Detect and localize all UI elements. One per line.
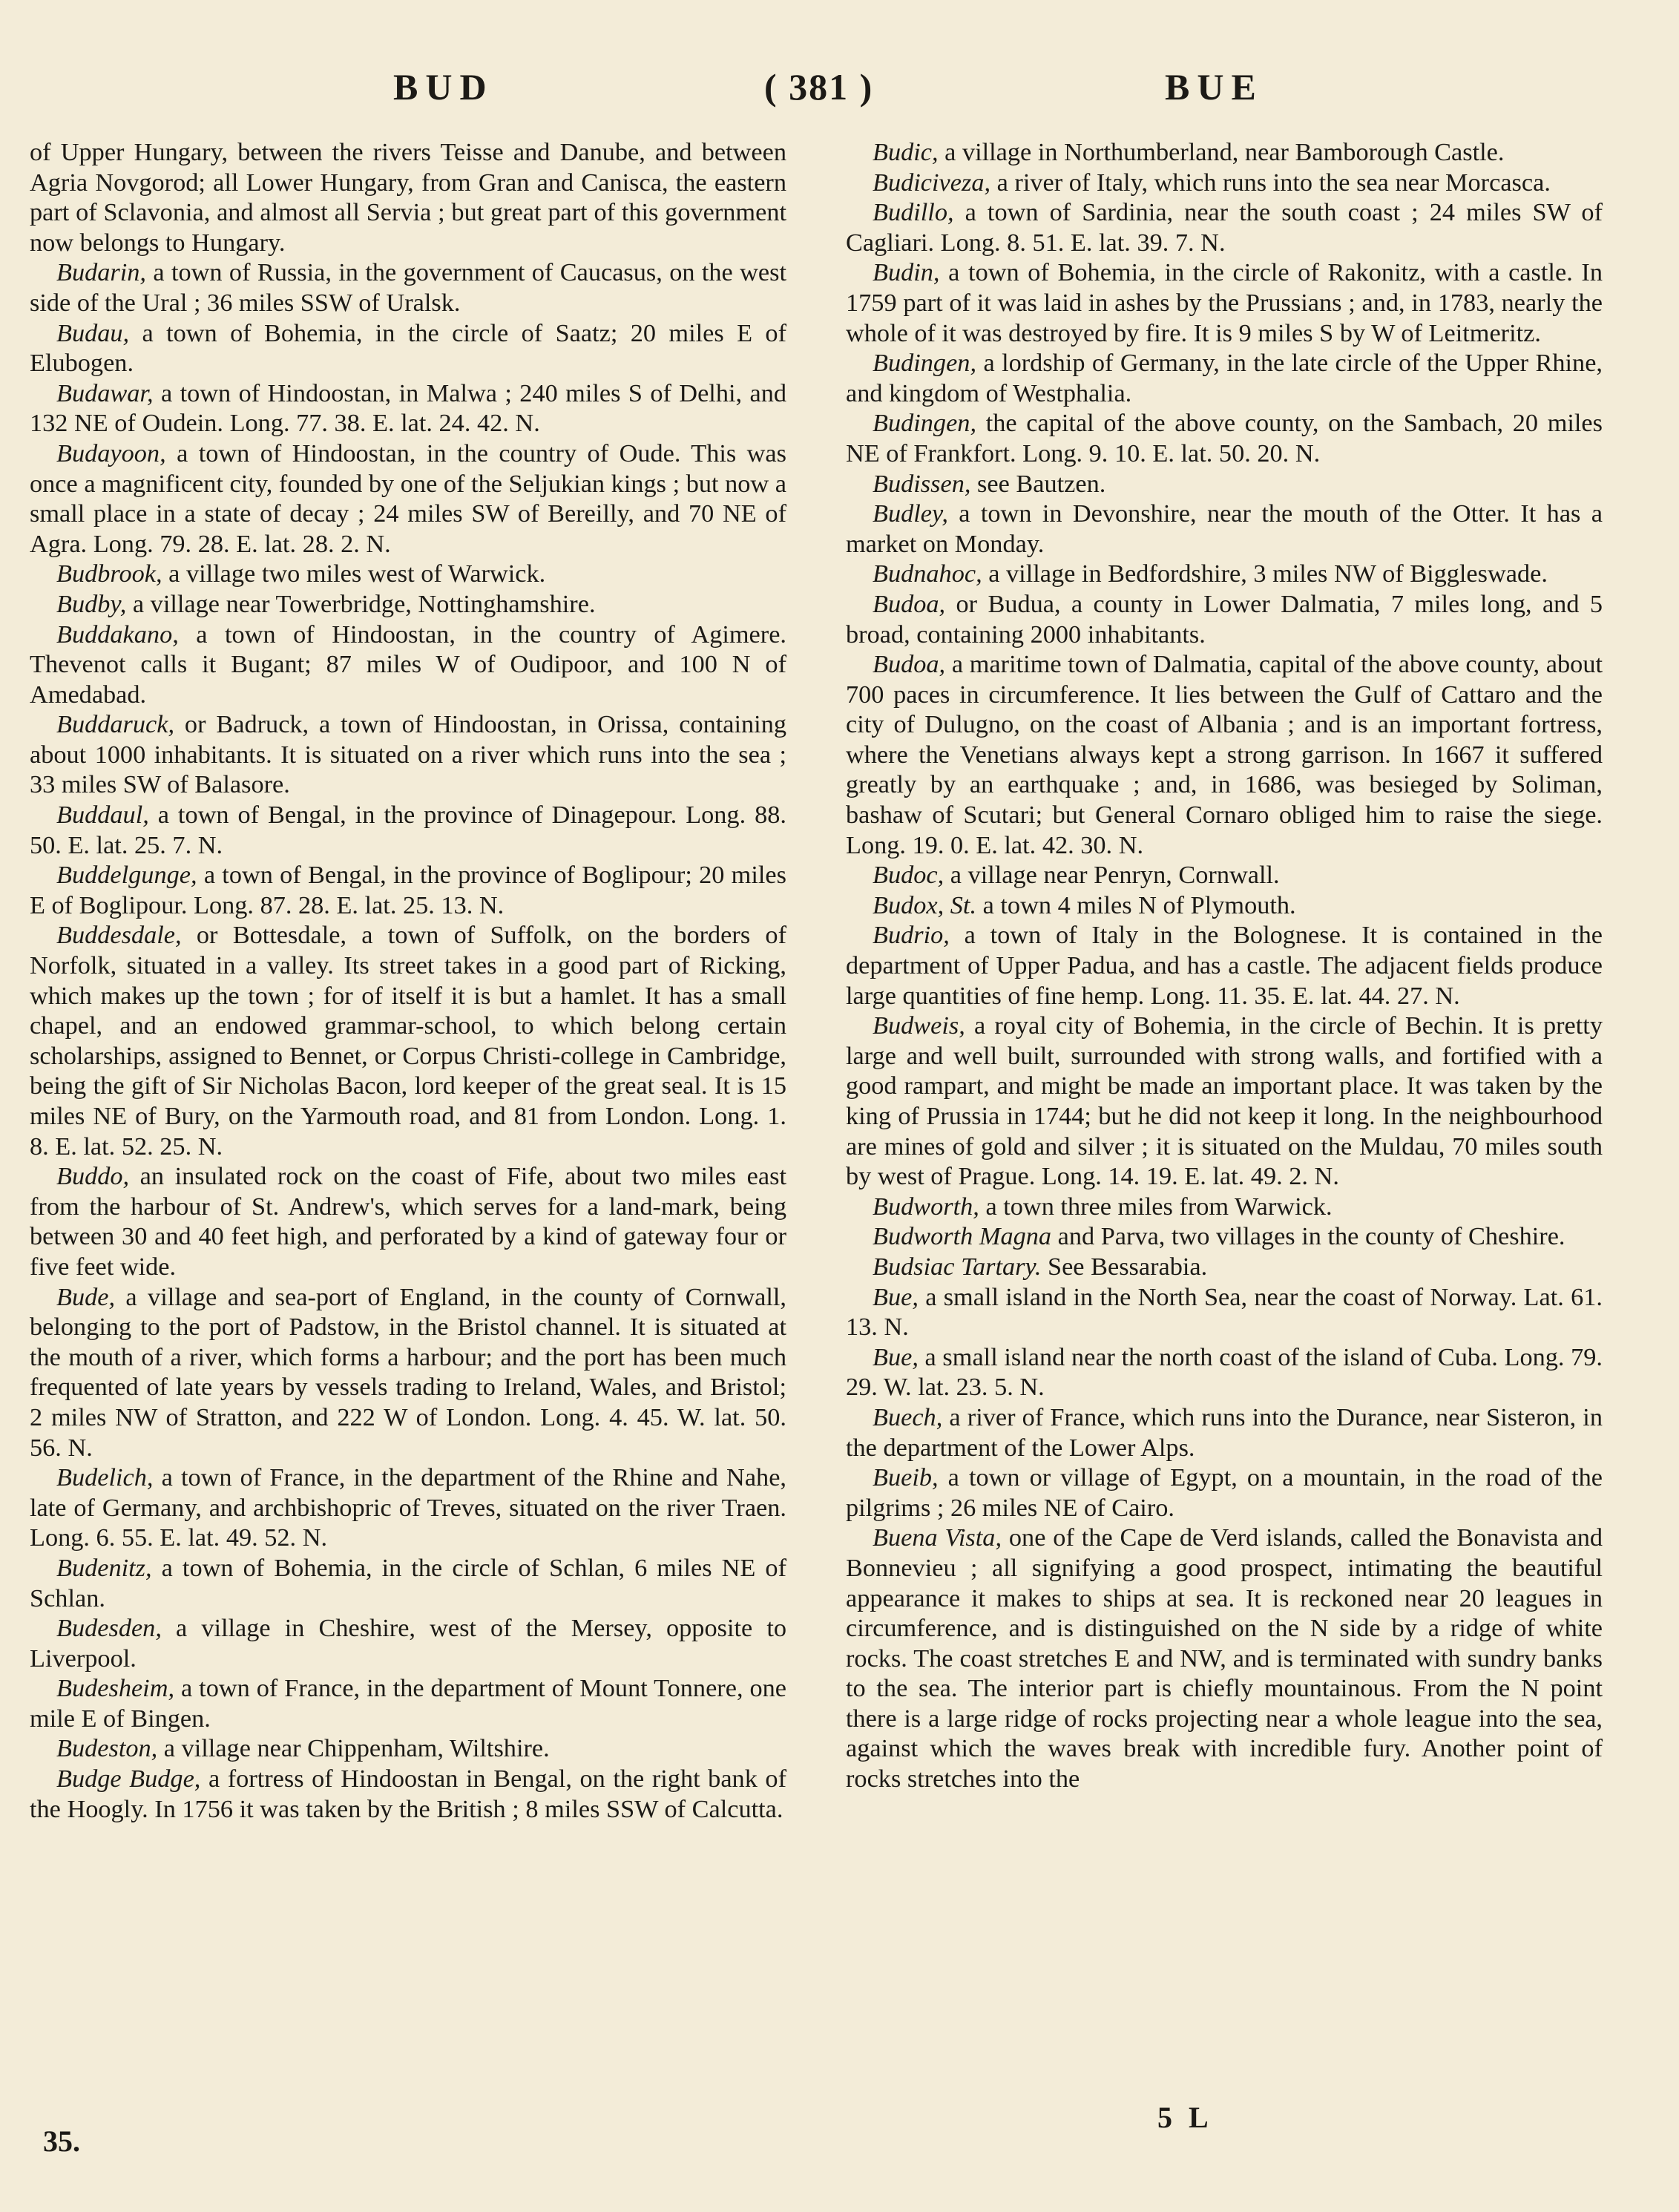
entry-headword: Budeston, bbox=[56, 1734, 158, 1763]
entry-headword: Budnahoc, bbox=[873, 559, 982, 588]
dictionary-entry bbox=[846, 860, 1603, 890]
dictionary-entry bbox=[846, 890, 1603, 921]
entry-body: a town of Bengal, in the province of Dinagepour. Long. 88. 50. E. lat. 25. 7. N. bbox=[30, 801, 786, 859]
entry-body: of Upper Hungary, between the rivers Teisse and Danube, and between Agria Novgorod; all Lower Hungary, from Gran and Canisca, the eastern part of Sclavonia, and almost all Servia ; but great part of this government now belongs to Hungary. bbox=[30, 138, 786, 257]
entry-headword: Buena Vista, bbox=[873, 1523, 1002, 1552]
entry-headword: Budley, bbox=[873, 499, 948, 528]
dictionary-entry bbox=[846, 257, 1603, 348]
entry-headword: Budin, bbox=[873, 258, 940, 287]
entry-body: a town of Bohemia, in the circle of Rakonitz, with a castle. In 1759 part of it was laid in ashes by the Prussians ; and, in 1783, nearly the whole of it was destroyed by fire. It is 9 miles S by W of Leitmeritz. bbox=[846, 258, 1603, 347]
dictionary-entry bbox=[30, 318, 786, 378]
dictionary-entry bbox=[30, 800, 786, 860]
dictionary-entry bbox=[846, 589, 1603, 649]
entry-headword: Budoa, bbox=[873, 589, 946, 618]
entry-body: a town of Hindoostan, in the country of Agimere. Thevenot calls it Bugant; 87 miles W of Oudipoor, and 100 N of Amedabad. bbox=[30, 620, 786, 709]
dictionary-entry bbox=[30, 1463, 786, 1553]
entry-headword: Budayoon, bbox=[56, 439, 166, 467]
entry-headword: Buddo, bbox=[56, 1162, 130, 1191]
entry-headword: Budsiac Tartary. bbox=[873, 1252, 1042, 1281]
dictionary-entry bbox=[30, 920, 786, 1161]
entry-body: see Bautzen. bbox=[970, 469, 1106, 498]
dictionary-entry bbox=[30, 257, 786, 318]
entry-headword: Bue, bbox=[873, 1342, 919, 1371]
dictionary-entry bbox=[30, 1161, 786, 1281]
entry-body: or Bottesdale, a town of Suffolk, on the borders of Norfolk, situated in a valley. Its street takes in a good part of Ricking, which makes up the town ; for of itself it is but a hamlet. It has a small chapel, and an endowed grammar-school, to which belong certain scholarships, assigned to Bennet, or Corpus Christi-college in Cambridge, being the gift of Sir Nicholas Bacon, lord keeper of the great seal. It is 15 miles NE of Bury, on the Yarmouth road, and 81 from London. Long. 1. 8. E. lat. 52. 25. N. bbox=[30, 921, 786, 1161]
dictionary-entry bbox=[30, 1553, 786, 1613]
dictionary-entry bbox=[846, 1342, 1603, 1402]
entry-headword: Budge Budge, bbox=[56, 1765, 201, 1793]
entry-body: a small island in the North Sea, near the coast of Norway. Lat. 61. 13. N. bbox=[846, 1282, 1603, 1342]
dictionary-entry bbox=[846, 168, 1603, 198]
dictionary-entry bbox=[30, 709, 786, 800]
entry-body: an insulated rock on the coast of Fife, about two miles east from the harbour of St. Andrew's, which serves for a land-mark, being between 30 and 40 feet high, and perforated by a kind of gateway four or five feet wide. bbox=[30, 1162, 786, 1281]
entry-body: a town of France, in the department of Mount Tonnere, one mile E of Bingen. bbox=[30, 1674, 786, 1733]
entry-headword: Budau, bbox=[56, 318, 130, 347]
dictionary-entry bbox=[30, 1733, 786, 1764]
dictionary-entry bbox=[846, 348, 1603, 408]
running-head-right: BUE bbox=[1165, 66, 1264, 108]
entry-body: a royal city of Bohemia, in the circle of Bechin. It is pretty large and well built, surrounded with strong walls, and fortified with a good rampart, and might be made an important place. It was taken by the king of Prussia in 1744; but he did not keep it long. In the neighbourhood are mines of gold and silver ; it is situated on the Muldau, 70 miles south by west of Prague. Long. 14. 19. E. lat. 49. 2. N. bbox=[846, 1011, 1603, 1191]
entry-headword: Budiciveza, bbox=[873, 168, 991, 197]
dictionary-entry bbox=[846, 469, 1603, 499]
entry-headword: Budoa, bbox=[873, 650, 946, 679]
dictionary-entry bbox=[846, 137, 1603, 168]
entry-headword: Budenitz, bbox=[56, 1553, 152, 1582]
dictionary-entry bbox=[30, 1673, 786, 1733]
dictionary-entry bbox=[30, 378, 786, 439]
entry-headword: Budbrook, bbox=[56, 559, 162, 588]
dictionary-entry bbox=[846, 920, 1603, 1011]
entry-body: a village two miles west of Warwick. bbox=[162, 559, 546, 588]
right-column bbox=[846, 137, 1603, 1794]
entry-body: a town in Devonshire, near the mouth of the Otter. It has a market on Monday. bbox=[846, 499, 1603, 558]
entry-headword: Budesheim, bbox=[56, 1674, 175, 1703]
entry-body: a town of Bengal, in the province of Boglipour; 20 miles E of Boglipour. Long. 87. 28. E. lat. 25. 13. N. bbox=[30, 861, 786, 919]
entry-headword: Buddakano, bbox=[56, 620, 179, 649]
signature-mark-left: 35. bbox=[43, 2124, 80, 2158]
entry-body: a village and sea-port of England, in the county of Cornwall, belonging to the port of Padstow, in the Bristol channel. It is situated at the mouth of a river, which forms a harbour; and the port has been much frequented of late years by vessels trading to Ireland, Wales, and Bristol; 2 miles NW of Stratton, and 222 W of London. Long. 4. 45. W. lat. 50. 56. N. bbox=[30, 1282, 786, 1462]
entry-headword: Budox, St. bbox=[873, 890, 977, 919]
entry-body: a town or village of Egypt, on a mountain, in the road of the pilgrims ; 26 miles NE of Cairo. bbox=[846, 1463, 1603, 1522]
entry-headword: Buddesdale, bbox=[56, 921, 182, 950]
entry-body: a town three miles from Warwick. bbox=[979, 1192, 1333, 1221]
entry-body: a fortress of Hindoostan in Bengal, on the right bank of the Hoogly. In 1756 it was taken by the British ; 8 miles SSW of Calcutta. bbox=[30, 1765, 786, 1823]
running-head-left: BUD bbox=[393, 66, 494, 108]
entry-body: a river of Italy, which runs into the sea near Morcasca. bbox=[990, 168, 1551, 197]
entry-headword: Budweis, bbox=[873, 1011, 965, 1040]
entry-body: a town of Russia, in the government of Caucasus, on the west side of the Ural ; 36 miles SSW of Uralsk. bbox=[30, 258, 786, 317]
entry-body: or Budua, a county in Lower Dalmatia, 7 miles long, and 5 broad, containing 2000 inhabitants. bbox=[846, 589, 1603, 649]
dictionary-entry bbox=[30, 559, 786, 589]
entry-headword: Budby, bbox=[56, 589, 127, 618]
entry-headword: Budingen, bbox=[873, 409, 977, 438]
dictionary-entry bbox=[846, 1011, 1603, 1192]
entry-headword: Bueib, bbox=[873, 1463, 939, 1492]
entry-headword: Budworth Magna bbox=[873, 1222, 1052, 1251]
entry-headword: Bue, bbox=[873, 1282, 919, 1311]
dictionary-entry bbox=[846, 1252, 1603, 1282]
entry-headword: Buech, bbox=[873, 1402, 943, 1431]
entry-headword: Budic, bbox=[873, 138, 939, 166]
entry-body: a lordship of Germany, in the late circle of the Upper Rhine, and kingdom of Westphalia. bbox=[846, 349, 1603, 407]
entry-body: a town of Hindoostan, in the country of Oude. This was once a magnificent city, founded by one of the Seljukian kings ; but now a small place in a state of decay ; 24 miles SW of Bereilly, and 70 NE of Agra. Long. 79. 28. E. lat. 28. 2. N. bbox=[30, 439, 786, 558]
entry-headword: Budawar, bbox=[56, 378, 154, 407]
entry-body: or Badruck, a town of Hindoostan, in Orissa, containing about 1000 inhabitants. It is situated on a river which runs into the sea ; 33 miles SW of Balasore. bbox=[30, 710, 786, 799]
entry-body: a village near Towerbridge, Nottinghamshire. bbox=[126, 589, 596, 618]
dictionary-entry bbox=[30, 137, 786, 257]
dictionary-entry bbox=[846, 649, 1603, 860]
dictionary-entry bbox=[30, 589, 786, 620]
entry-headword: Budingen, bbox=[873, 349, 977, 378]
entry-headword: Budesden, bbox=[56, 1614, 162, 1643]
entry-body: a town of Hindoostan, in Malwa ; 240 miles S of Delhi, and 132 NE of Oudein. Long. 77. 38. E. lat. 24. 42. N. bbox=[30, 378, 786, 438]
entry-body: and Parva, two villages in the county of Cheshire. bbox=[1051, 1222, 1565, 1251]
entry-headword: Budarin, bbox=[56, 258, 146, 287]
entry-body: a town of Bohemia, in the circle of Schlan, 6 miles NE of Schlan. bbox=[30, 1553, 786, 1612]
dictionary-entry bbox=[846, 1282, 1603, 1342]
entry-body: a town of France, in the department of the Rhine and Nahe, late of Germany, and archbishopric of Treves, situated on the river Traen. Long. 6. 55. E. lat. 49. 52. N. bbox=[30, 1463, 786, 1552]
dictionary-entry bbox=[846, 1523, 1603, 1793]
dictionary-entry bbox=[846, 197, 1603, 257]
entry-headword: Budrio, bbox=[873, 921, 950, 950]
entry-body: a small island near the north coast of the island of Cuba. Long. 79. 29. W. lat. 23. 5. N. bbox=[846, 1342, 1603, 1402]
entry-body: a village in Northumberland, near Bamborough Castle. bbox=[938, 138, 1505, 166]
dictionary-entry bbox=[846, 1402, 1603, 1463]
entry-headword: Buddaruck, bbox=[56, 710, 175, 739]
dictionary-entry bbox=[846, 1221, 1603, 1252]
entry-body: a village in Bedfordshire, 3 miles NW of Biggleswade. bbox=[982, 559, 1548, 588]
entry-headword: Budissen, bbox=[873, 469, 971, 498]
dictionary-entry bbox=[846, 1463, 1603, 1523]
entry-body: a town of Bohemia, in the circle of Saatz; 20 miles E of Elubogen. bbox=[30, 318, 786, 378]
dictionary-entry bbox=[30, 860, 786, 920]
entry-headword: Buddaul, bbox=[56, 801, 149, 830]
entry-headword: Bude, bbox=[56, 1282, 116, 1311]
entry-body: one of the Cape de Verd islands, called the Bonavista and Bonnevieu ; all signifying a good prospect, intimating the beautiful appearance it makes to ships at sea. It is reckoned near 20 leagues in circumference, and is distinguished on the N side by a ridge of white rocks. The coast stretches E and NW, and is terminated with sundry banks to the sea. The interior part is chiefly mountainous. From the N point there is a large ridge of rocks projecting near a whole league into the sea, against which the waves break with incredible fury. Another point of rocks stretches into the bbox=[846, 1523, 1603, 1793]
dictionary-entry bbox=[846, 559, 1603, 589]
dictionary-entry bbox=[30, 1613, 786, 1673]
entry-headword: Budillo, bbox=[873, 198, 954, 227]
dictionary-entry bbox=[846, 499, 1603, 559]
dictionary-entry bbox=[30, 439, 786, 559]
entry-headword: Buddelgunge, bbox=[56, 861, 197, 890]
page-number: ( 381 ) bbox=[764, 66, 874, 108]
entry-body: a village near Penryn, Cornwall. bbox=[944, 861, 1280, 890]
signature-mark-right: 5 L bbox=[1157, 2101, 1213, 2134]
left-column bbox=[30, 137, 786, 1824]
dictionary-entry bbox=[846, 408, 1603, 468]
entry-body: a river of France, which runs into the Durance, near Sisteron, in the department of the Lower Alps. bbox=[846, 1402, 1603, 1462]
entry-headword: Budworth, bbox=[873, 1192, 979, 1221]
dictionary-entry bbox=[846, 1192, 1603, 1222]
entry-body: the capital of the above county, on the Sambach, 20 miles NE of Frankfort. Long. 9. 10. E. lat. 50. 20. N. bbox=[846, 409, 1603, 467]
entry-headword: Budoc, bbox=[873, 861, 944, 890]
entry-body: a town of Italy in the Bolognese. It is contained in the department of Upper Padua, and has a castle. The adjacent fields produce large quantities of fine hemp. Long. 11. 35. E. lat. 44. 27. N. bbox=[846, 921, 1603, 1010]
entry-body: a village in Cheshire, west of the Mersey, opposite to Liverpool. bbox=[30, 1614, 786, 1673]
dictionary-entry bbox=[30, 1282, 786, 1463]
entry-body: a village near Chippenham, Wiltshire. bbox=[157, 1734, 550, 1763]
entry-body: a town of Sardinia, near the south coast ; 24 miles SW of Cagliari. Long. 8. 51. E. lat. 39. 7. N. bbox=[846, 198, 1603, 257]
dictionary-entry bbox=[30, 620, 786, 710]
entry-body: a town 4 miles N of Plymouth. bbox=[976, 890, 1296, 919]
dictionary-entry bbox=[30, 1764, 786, 1824]
entry-body: See Bessarabia. bbox=[1041, 1252, 1208, 1281]
entry-body: a maritime town of Dalmatia, capital of the above county, about 700 paces in circumference. It lies between the Gulf of Cattaro and the city of Dulugno, on the coast of Albania ; and is an important fortress, where the Venetians always kept a strong garrison. In 1667 it suffered greatly by an earthquake ; and, in 1686, was besieged by Soliman, bashaw of Scutari; but General Cornaro obliged him to raise the siege. Long. 19. 0. E. lat. 42. 30. N. bbox=[846, 650, 1603, 859]
entry-headword: Budelich, bbox=[56, 1463, 154, 1492]
